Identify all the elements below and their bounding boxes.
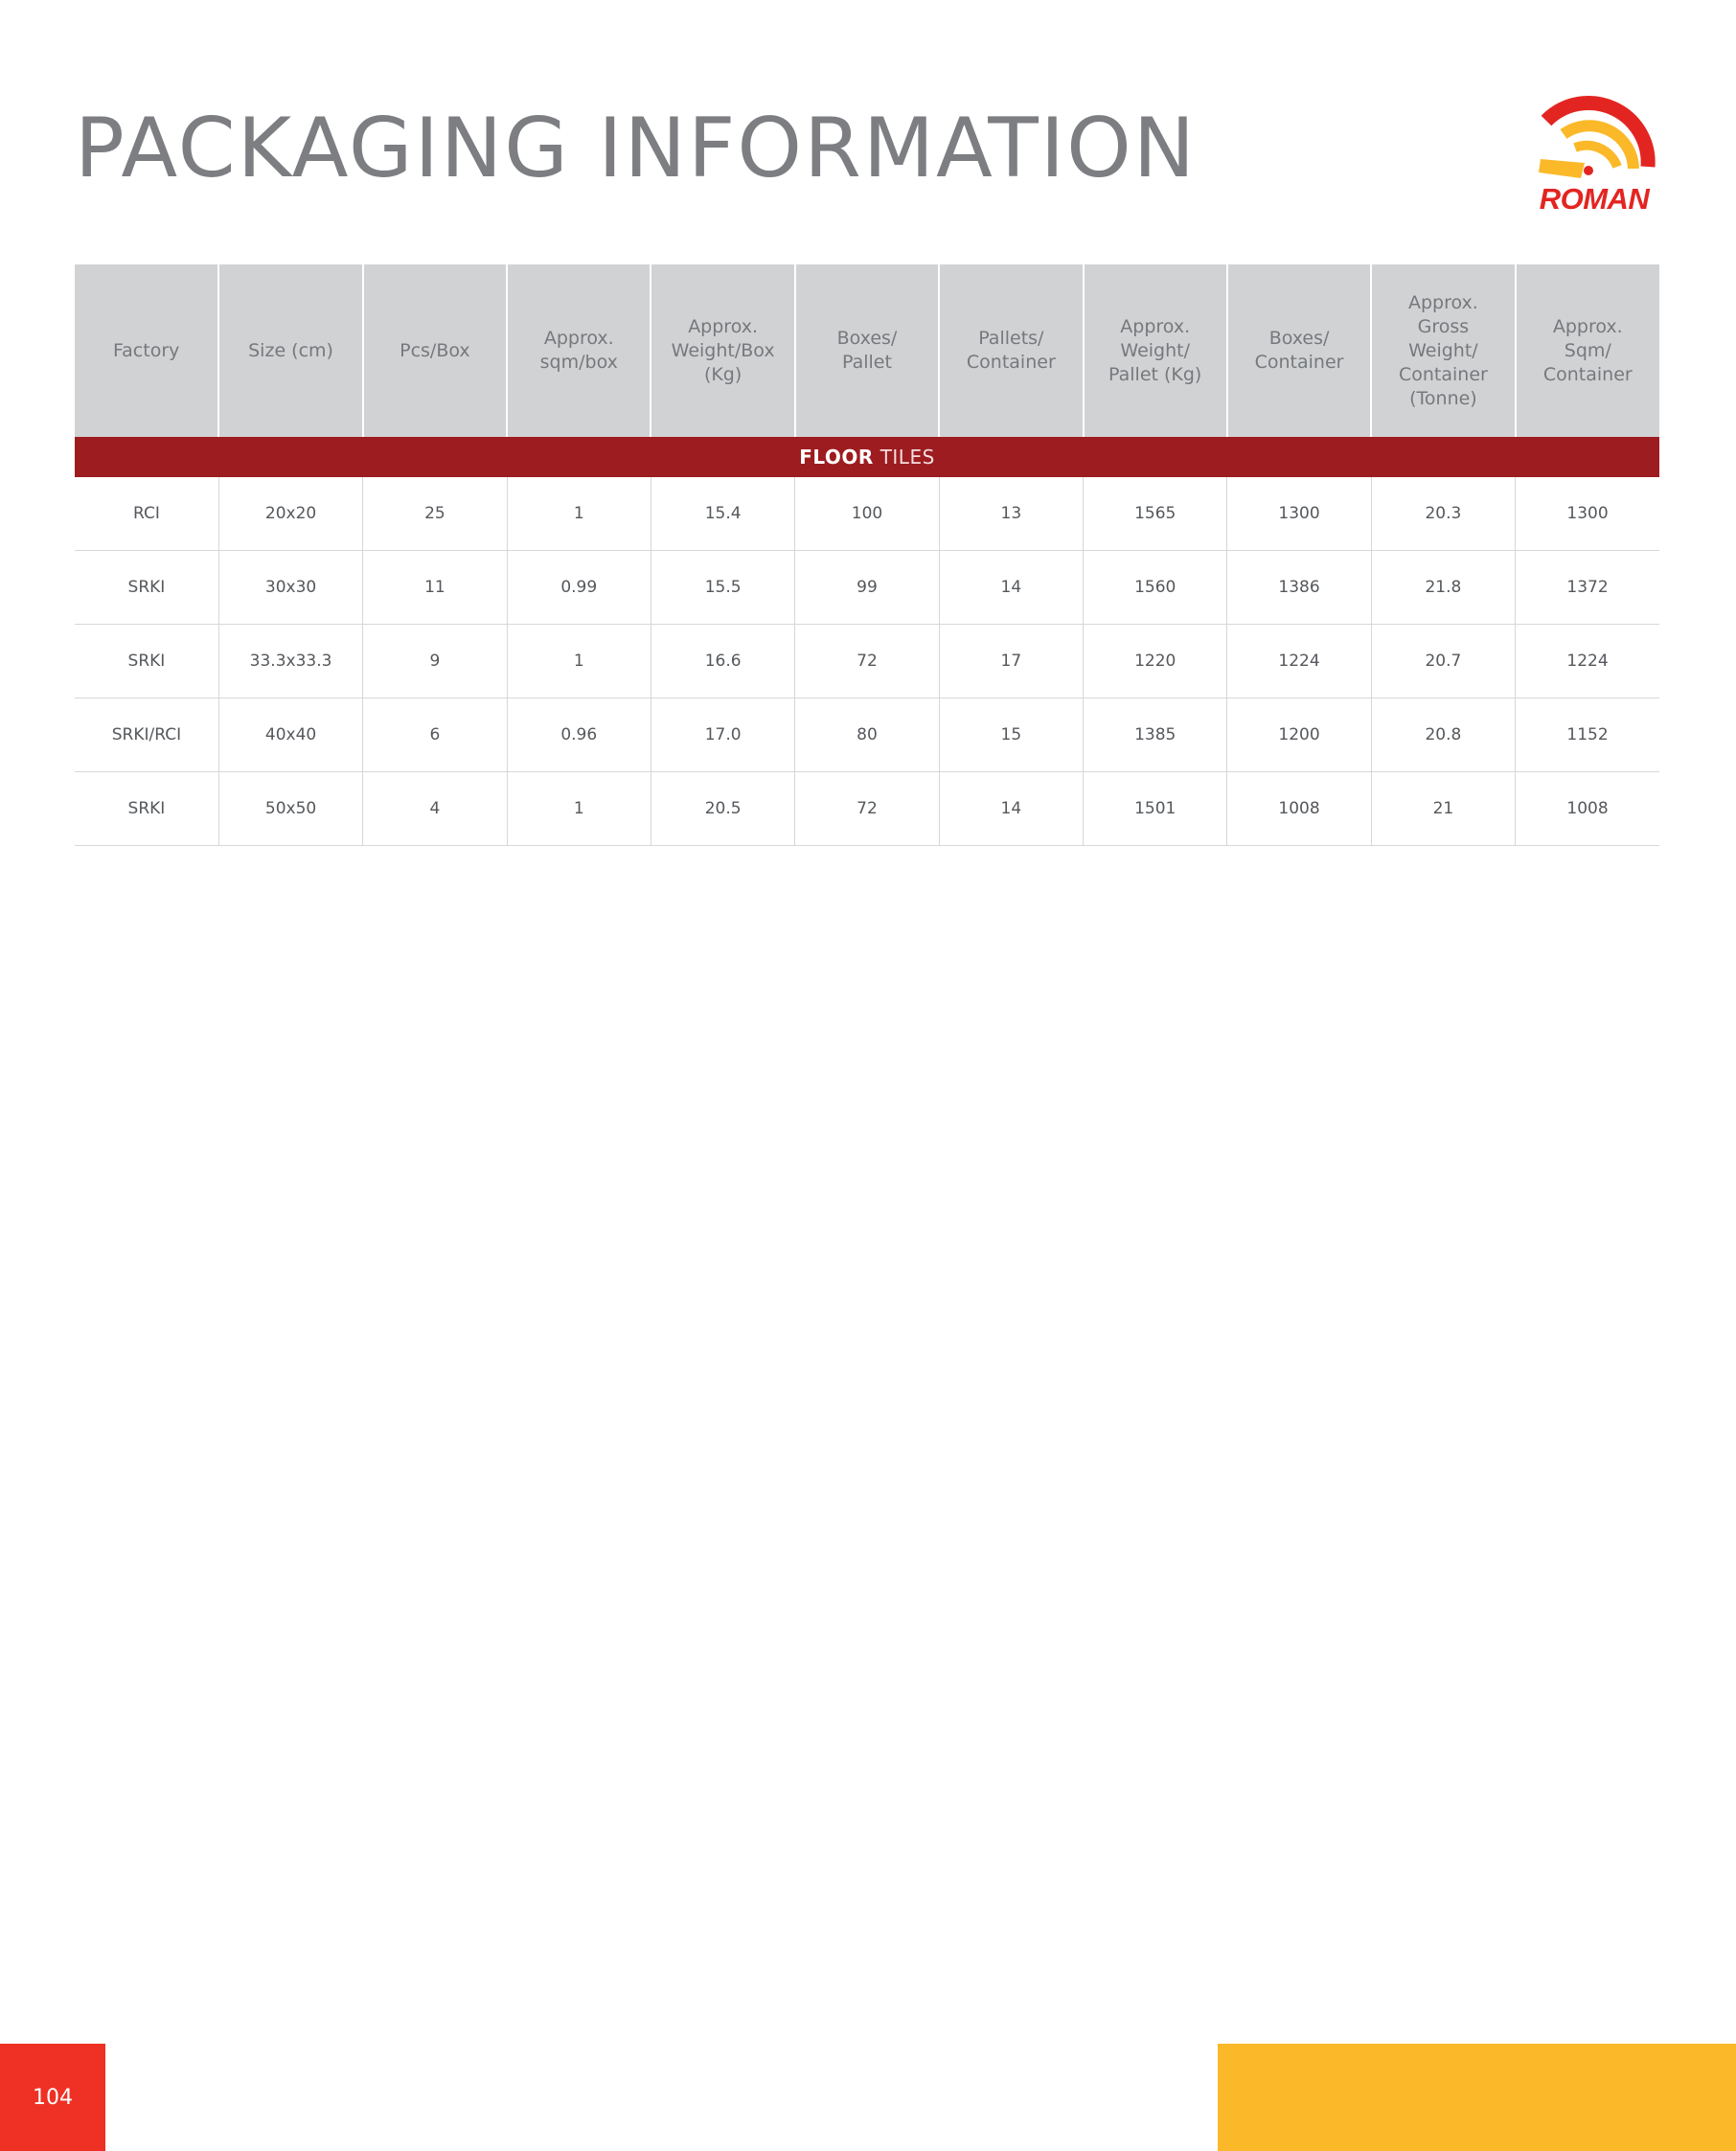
table-row [75,625,1659,698]
table-cell: 1 [507,477,651,551]
table-cell: 1 [507,625,651,698]
section-label [75,437,1659,477]
table-cell: 1224 [1227,625,1371,698]
column-header [939,264,1083,437]
column-header-line: sqm/box [539,352,618,373]
table-cell: 1300 [1516,477,1659,551]
table-cell: SRKI [75,625,218,698]
table-cell: 16.6 [651,625,794,698]
table-cell: 20.5 [651,772,794,846]
table-cell: 100 [795,477,939,551]
table-cell: 21 [1371,772,1515,846]
table-cell: 1200 [1227,698,1371,772]
table-body [75,477,1659,846]
table-cell: 1 [507,772,651,846]
section-label-light: TILES [879,446,935,469]
column-header [363,264,507,437]
column-header-line: Pallets/ [978,328,1044,349]
packaging-table [75,264,1659,846]
column-header [218,264,362,437]
table-cell: 20.7 [1371,625,1515,698]
table-cell: 1220 [1084,625,1227,698]
column-header [1371,264,1515,437]
table-cell: 17 [939,625,1083,698]
table-cell: 99 [795,551,939,625]
section-row [75,437,1659,477]
column-header-line: Sqm/ [1564,339,1611,361]
table-cell: 13 [939,477,1083,551]
table-cell: 14 [939,551,1083,625]
column-header-line: Approx. [543,328,614,349]
column-header-line: Container [1542,363,1633,385]
column-header-line: Boxes/ [836,328,898,349]
column-header [1227,264,1371,437]
logo-wordmark: ROMAN [1539,182,1650,216]
table-cell: 4 [363,772,507,846]
column-header-line: Approx. [1407,291,1478,313]
column-header-line: Weight/ [1408,339,1478,361]
column-header-line: Factory [112,339,180,361]
column-header-line: Approx. [1552,315,1623,337]
table-cell: 9 [363,625,507,698]
table-cell: 0.96 [507,698,651,772]
roman-logo [1525,92,1659,215]
page-number: 104 [0,2044,105,2151]
table-row [75,698,1659,772]
table-cell: 1565 [1084,477,1227,551]
column-header-line: Weight/Box [671,339,775,361]
table-row [75,772,1659,846]
table-cell: 1152 [1516,698,1659,772]
table-cell: 30x30 [218,551,362,625]
table-cell: 1385 [1084,698,1227,772]
table-row [75,477,1659,551]
column-header-line: (Kg) [703,363,742,385]
column-header-line: Container [1398,363,1488,385]
table-cell: 1560 [1084,551,1227,625]
column-header-line: Pcs/Box [400,339,470,361]
column-header-line: Size (cm) [248,339,333,361]
table-cell: 6 [363,698,507,772]
table-cell: 20.8 [1371,698,1515,772]
logo-arc-icon [1525,92,1659,188]
column-header-line: Approx. [688,315,759,337]
table-cell: 11 [363,551,507,625]
footer-accent-bar [1218,2044,1736,2151]
table-cell: 15.5 [651,551,794,625]
column-header-line: Gross [1417,315,1470,337]
table-cell: 17.0 [651,698,794,772]
table-cell: 72 [795,625,939,698]
column-header-line: Container [1254,352,1344,373]
column-header-line: Weight/ [1120,339,1190,361]
table-cell: SRKI [75,551,218,625]
column-header-line: Approx. [1120,315,1191,337]
table-cell: 72 [795,772,939,846]
table-cell: 1008 [1227,772,1371,846]
column-header-line: Container [966,352,1056,373]
table-row [75,551,1659,625]
column-header-line: Pallet [842,352,892,373]
table-cell: 0.99 [507,551,651,625]
column-header [795,264,939,437]
column-header-line: Boxes/ [1268,328,1330,349]
table-header-row [75,264,1659,437]
table-cell: SRKI [75,772,218,846]
table-cell: 1501 [1084,772,1227,846]
table-cell: 15 [939,698,1083,772]
table-cell: SRKI/RCI [75,698,218,772]
table-cell: 50x50 [218,772,362,846]
column-header [1084,264,1227,437]
column-header-line: Pallet (Kg) [1108,363,1202,385]
table-cell: 25 [363,477,507,551]
table-cell: 20.3 [1371,477,1515,551]
table-cell: 1300 [1227,477,1371,551]
column-header [75,264,218,437]
table-cell: 15.4 [651,477,794,551]
table-cell: 1008 [1516,772,1659,846]
table-cell: 21.8 [1371,551,1515,625]
page-title: PACKAGING INFORMATION [75,101,1198,196]
table-cell: RCI [75,477,218,551]
column-header-line: (Tonne) [1409,387,1477,409]
column-header [1516,264,1659,437]
table-cell: 1372 [1516,551,1659,625]
table-cell: 1224 [1516,625,1659,698]
table-cell: 33.3x33.3 [218,625,362,698]
table-cell: 20x20 [218,477,362,551]
column-header [507,264,651,437]
table-cell: 14 [939,772,1083,846]
column-header [651,264,794,437]
table-cell: 1386 [1227,551,1371,625]
table-cell: 40x40 [218,698,362,772]
table-cell: 80 [795,698,939,772]
section-label-strong: FLOOR [799,446,874,469]
